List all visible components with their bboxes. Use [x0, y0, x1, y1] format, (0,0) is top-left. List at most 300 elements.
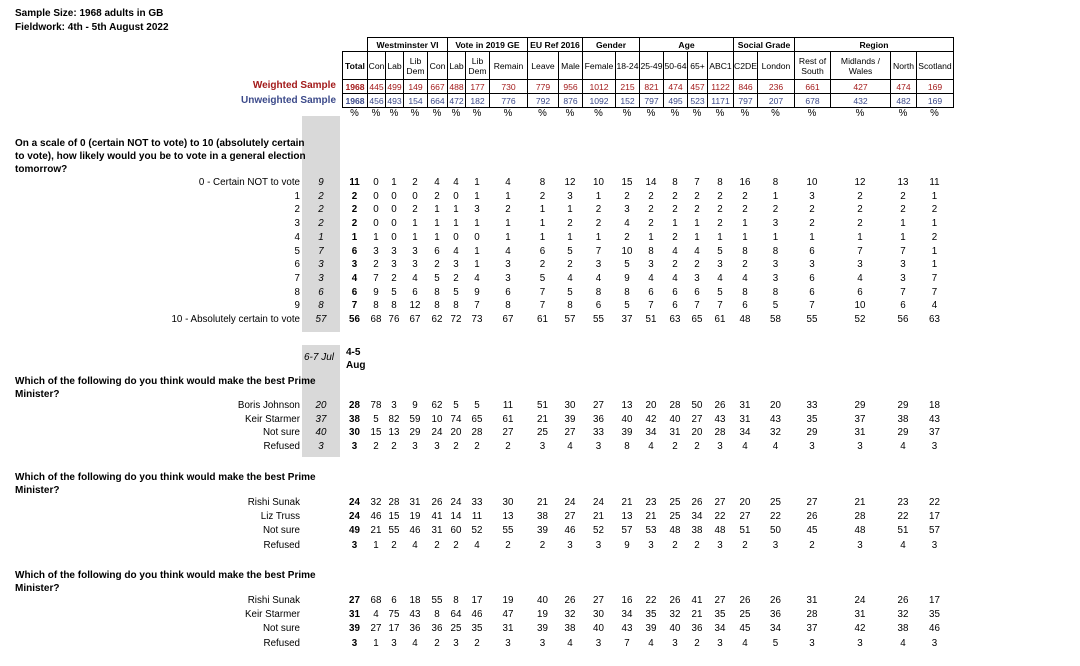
- cell-value: 10: [431, 413, 443, 425]
- cell-value: 2: [453, 440, 459, 452]
- percent-sign: %: [715, 108, 725, 119]
- cell-value: 3: [539, 637, 546, 649]
- cell-value: 10: [593, 177, 604, 188]
- cell-value: 4: [931, 300, 938, 312]
- cell-value: 3: [772, 259, 779, 271]
- cell-value: 10: [806, 177, 818, 188]
- cell-value: 2: [453, 272, 459, 284]
- percent-sign: %: [503, 108, 513, 119]
- cell-value: 27: [564, 427, 576, 439]
- cell-value: 67: [409, 314, 421, 325]
- cell-value: 25: [739, 609, 751, 621]
- cell-value: 34: [621, 609, 633, 621]
- cell-value: 33: [593, 427, 604, 439]
- table-row: [0, 313, 1080, 327]
- cell-value: 1: [505, 218, 511, 230]
- column-header: London: [758, 52, 795, 80]
- cell-value: 3: [453, 259, 459, 271]
- cell-value: 28: [669, 400, 681, 411]
- cell-value: 43: [929, 413, 940, 425]
- cell-value: 2: [539, 190, 546, 202]
- cell-value: 61: [502, 413, 514, 425]
- unweighted-value: 797: [640, 94, 664, 108]
- cell-value: 2: [351, 204, 358, 216]
- cell-value: 1: [857, 231, 863, 243]
- cell-value: 73: [471, 314, 483, 325]
- cell-value: 3: [717, 259, 723, 271]
- cell-value: 26: [770, 595, 781, 606]
- cell-value: 22: [897, 511, 909, 523]
- cell-value: 3: [717, 637, 723, 649]
- cell-value: 2: [857, 204, 863, 216]
- percent-sign: %: [807, 108, 817, 119]
- percent-sign: %: [594, 108, 603, 119]
- cell-value: 3: [694, 272, 700, 284]
- cell-value: 3: [595, 259, 602, 271]
- cell-value: 7: [931, 272, 938, 284]
- cell-value: 51: [537, 400, 548, 411]
- row-label: 0 - Certain NOT to vote: [198, 177, 300, 188]
- cell-value: 7: [857, 245, 863, 257]
- cell-value: 35: [714, 609, 726, 621]
- percent-sign: %: [371, 108, 381, 119]
- cell-value: 2: [672, 539, 678, 551]
- cell-value: 28: [388, 497, 400, 508]
- table-row: [0, 524, 1080, 538]
- cell-value: 10: [621, 245, 633, 257]
- cell-value: 0: [373, 218, 379, 230]
- cell-value: 35: [645, 609, 657, 621]
- cell-value: 17: [388, 623, 400, 635]
- table-row: [0, 594, 1080, 608]
- table-row: [0, 637, 1080, 651]
- cell-value: 36: [770, 609, 781, 621]
- percent-sign: %: [410, 108, 420, 119]
- cell-value: 2: [373, 259, 379, 271]
- cell-value: 15: [370, 427, 382, 439]
- cell-value: 8: [567, 300, 573, 312]
- weighted-value: 236: [758, 80, 795, 94]
- cell-value: 25: [669, 497, 681, 508]
- table-row: [0, 176, 1080, 190]
- cell-value: 1: [900, 231, 906, 243]
- unweighted-value: 456: [369, 95, 384, 106]
- table-row: [0, 258, 1080, 272]
- cell-value: 1: [772, 231, 779, 243]
- cell-value: 22: [645, 595, 657, 606]
- cell-value: 25: [770, 497, 781, 508]
- column-header: Female: [583, 52, 616, 80]
- cell-value: 4: [567, 440, 573, 452]
- cell-value: 34: [691, 511, 703, 523]
- cell-value: 2: [434, 637, 440, 649]
- cell-value: 7: [717, 300, 723, 312]
- cell-value: 1: [931, 259, 938, 271]
- cell-value: 4: [648, 272, 654, 284]
- cell-value: 32: [669, 609, 681, 621]
- cell-value: 25: [669, 511, 681, 523]
- cell-value: 1: [539, 218, 546, 230]
- cell-value: 3: [672, 637, 678, 649]
- percent-sign: %: [646, 108, 656, 119]
- cell-value: 5: [624, 259, 630, 271]
- cell-value: 32: [897, 609, 909, 621]
- cell-value: 1: [931, 190, 938, 202]
- cell-value: 8: [391, 300, 397, 312]
- group-row: [343, 38, 954, 52]
- cell-value: 26: [691, 497, 703, 508]
- cell-value: 8: [539, 177, 546, 188]
- cell-value: 7: [809, 300, 815, 312]
- cell-value: 7: [474, 300, 480, 312]
- cell-value: 1: [648, 231, 654, 243]
- cell-value: 6: [694, 286, 700, 298]
- cell-value: 3: [648, 539, 654, 551]
- cell-value: 2: [672, 190, 678, 202]
- cell-value: 27: [691, 413, 703, 425]
- cell-value: 21: [537, 413, 548, 425]
- percent-sign: %: [538, 108, 547, 119]
- cell-value: 1: [809, 231, 815, 243]
- unweighted-value: 664: [428, 94, 448, 108]
- cell-value: 2: [900, 190, 906, 202]
- cell-value: 21: [621, 497, 633, 508]
- table-row: [0, 217, 1080, 231]
- cell-value: 0: [412, 190, 418, 202]
- cell-value: 5: [474, 400, 480, 411]
- cell-value: 3: [412, 245, 418, 257]
- cell-value: 51: [739, 525, 751, 537]
- cell-value: 7: [373, 272, 379, 284]
- cell-value: 2: [434, 539, 440, 551]
- cell-value: 14: [645, 177, 657, 188]
- cell-value: 3: [474, 204, 480, 216]
- previous-value: 37: [315, 413, 327, 425]
- cell-value: 5: [434, 272, 440, 284]
- unweighted-value: 169: [917, 94, 954, 108]
- cell-value: 68: [370, 314, 382, 325]
- column-header: Male: [559, 52, 583, 80]
- cell-value: 30: [349, 427, 360, 439]
- unweighted-value: 493: [387, 95, 402, 106]
- cell-value: 22: [714, 511, 726, 523]
- cell-value: 2: [595, 204, 602, 216]
- cell-value: 37: [806, 623, 818, 635]
- cell-value: 55: [431, 595, 443, 606]
- cell-value: 3: [505, 272, 511, 284]
- group-westminster: Westminster VI: [368, 38, 448, 52]
- cell-value: 39: [564, 413, 576, 425]
- cell-value: 8: [624, 286, 630, 298]
- cell-value: 2: [742, 539, 748, 551]
- cell-value: 2: [694, 259, 700, 271]
- cell-value: 62: [431, 400, 443, 411]
- column-header: Lab: [386, 52, 404, 80]
- cell-value: 6: [900, 300, 906, 312]
- cell-value: 2: [742, 204, 748, 216]
- weighted-value: 956: [559, 80, 583, 94]
- cell-value: 5: [453, 286, 459, 298]
- column-header: Con: [428, 52, 448, 80]
- cell-value: 7: [595, 245, 602, 257]
- cell-value: 63: [929, 314, 940, 325]
- row-label: Refused: [263, 637, 300, 649]
- percent-sign: %: [898, 108, 908, 119]
- percent-sign: %: [432, 108, 442, 119]
- cell-value: 8: [434, 300, 440, 312]
- column-header: Midlands / Wales: [831, 52, 891, 80]
- table-row: [0, 190, 1080, 204]
- cell-value: 29: [854, 400, 866, 411]
- cell-value: 3: [351, 259, 358, 271]
- cell-value: 13: [388, 427, 400, 439]
- cell-value: 1: [373, 539, 379, 551]
- cell-value: 57: [621, 525, 633, 537]
- cell-value: 12: [854, 177, 866, 188]
- cell-value: 65: [471, 413, 483, 425]
- cell-value: 36: [409, 623, 421, 635]
- cell-value: 17: [929, 595, 940, 606]
- cell-value: 3: [351, 440, 358, 452]
- previous-value: 3: [318, 259, 324, 271]
- cell-value: 24: [349, 497, 360, 508]
- unweighted-value: 482: [891, 94, 917, 108]
- cell-value: 40: [537, 595, 548, 606]
- cell-value: 20: [739, 497, 751, 508]
- cell-value: 28: [806, 609, 818, 621]
- cell-value: 35: [471, 623, 483, 635]
- cell-value: 1: [434, 204, 440, 216]
- cell-value: 1: [474, 190, 480, 202]
- unweighted-value: 876: [559, 94, 583, 108]
- cell-value: 6: [672, 286, 678, 298]
- weighted-value: 427: [831, 80, 891, 94]
- cell-value: 2: [648, 190, 654, 202]
- cell-value: 36: [593, 413, 604, 425]
- row-label: 9: [294, 300, 300, 312]
- cell-value: 3: [505, 259, 511, 271]
- cell-value: 15: [388, 511, 400, 523]
- cell-value: 26: [897, 595, 909, 606]
- column-header: Con: [368, 52, 386, 80]
- unweighted-label: Unweighted Sample: [240, 95, 336, 106]
- q2-title: Which of the following do you think would make the best Prime Minister?: [15, 376, 316, 400]
- cell-value: 12: [564, 177, 576, 188]
- cell-value: 21: [370, 525, 382, 537]
- table-row: [0, 413, 1080, 427]
- cell-value: 1: [351, 231, 358, 243]
- cell-value: 4: [351, 272, 358, 284]
- cell-value: 20: [770, 400, 781, 411]
- weighted-value: 474: [891, 80, 917, 94]
- cell-value: 27: [714, 595, 726, 606]
- cell-value: 3: [391, 400, 397, 411]
- cell-value: 39: [645, 623, 657, 635]
- cell-value: 3: [900, 259, 906, 271]
- cell-value: 8: [373, 300, 379, 312]
- cell-value: 3: [857, 637, 863, 649]
- cell-value: 21: [854, 497, 866, 508]
- cell-value: 45: [739, 623, 751, 635]
- cell-value: 6: [595, 300, 602, 312]
- unweighted-value: 797: [734, 94, 758, 108]
- cell-value: 11: [502, 400, 514, 411]
- cell-value: 31: [502, 623, 514, 635]
- cell-value: 3: [412, 440, 418, 452]
- cell-value: 34: [645, 427, 657, 439]
- cell-value: 29: [409, 427, 421, 439]
- cell-value: 29: [897, 427, 909, 439]
- row-label: Refused: [263, 539, 300, 551]
- cell-value: 1: [373, 637, 379, 649]
- cell-value: 3: [595, 637, 602, 649]
- cell-value: 4: [742, 272, 748, 284]
- cell-value: 39: [349, 623, 360, 635]
- cell-value: 36: [691, 623, 703, 635]
- cell-value: 2: [857, 218, 863, 230]
- cell-value: 21: [593, 511, 604, 523]
- cell-value: 57: [564, 314, 576, 325]
- row-label: 3: [294, 218, 300, 230]
- unweighted-value: 472: [449, 95, 464, 106]
- cell-value: 1: [595, 190, 602, 202]
- cell-value: 26: [806, 511, 818, 523]
- cell-value: 2: [900, 204, 906, 216]
- cell-value: 7: [931, 286, 938, 298]
- cell-value: 1: [453, 204, 459, 216]
- cell-value: 2: [648, 204, 654, 216]
- row-label: Keir Starmer: [245, 413, 300, 425]
- cell-value: 3: [857, 259, 863, 271]
- cell-value: 27: [349, 595, 360, 606]
- weighted-value: 474: [664, 80, 688, 94]
- cell-value: 1: [453, 218, 459, 230]
- table-row: [0, 299, 1080, 313]
- cell-value: 23: [897, 497, 909, 508]
- cell-value: 0: [391, 218, 397, 230]
- cell-value: 2: [351, 190, 358, 202]
- previous-value: 1: [318, 231, 324, 243]
- weighted-value: 1122: [708, 80, 734, 94]
- cell-value: 4: [474, 539, 480, 551]
- cell-value: 33: [471, 497, 483, 508]
- cell-value: 3: [931, 637, 938, 649]
- cell-value: 0: [391, 204, 397, 216]
- cell-value: 1: [694, 231, 700, 243]
- table-row: [0, 539, 1080, 553]
- group-ge2019: Vote in 2019 GE: [448, 38, 528, 52]
- unweighted-value: 182: [466, 94, 490, 108]
- weighted-value: 169: [917, 80, 954, 94]
- crosstab-header: [342, 37, 954, 108]
- cell-value: 3: [717, 440, 723, 452]
- cell-value: 7: [900, 245, 906, 257]
- cell-value: 7: [648, 300, 654, 312]
- unweighted-value: 207: [758, 94, 795, 108]
- cell-value: 0: [373, 177, 379, 188]
- cell-value: 3: [900, 272, 906, 284]
- cell-value: 3: [391, 259, 397, 271]
- cell-value: 20: [691, 427, 703, 439]
- cell-value: 2: [539, 539, 546, 551]
- cell-value: 32: [564, 609, 576, 621]
- cell-value: 1: [772, 190, 779, 202]
- cell-value: 4: [742, 637, 748, 649]
- cell-value: 29: [897, 400, 909, 411]
- cell-value: 1: [474, 259, 480, 271]
- cell-value: 6: [809, 286, 815, 298]
- cell-value: 10: [854, 300, 866, 312]
- cell-value: 37: [854, 413, 866, 425]
- cell-value: 28: [854, 511, 866, 523]
- previous-value: 6: [318, 286, 324, 298]
- cell-value: 48: [739, 314, 751, 325]
- column-header: Remain: [490, 52, 528, 80]
- cell-value: 1: [595, 231, 602, 243]
- cell-value: 1: [567, 204, 573, 216]
- column-header: 25-49: [640, 52, 664, 80]
- cell-value: 25: [537, 427, 548, 439]
- weighted-value: 177: [466, 80, 490, 94]
- cell-value: 3: [351, 637, 358, 649]
- cell-value: 2: [351, 218, 358, 230]
- cell-value: 59: [409, 413, 421, 425]
- cell-value: 2: [434, 259, 440, 271]
- cell-value: 4: [412, 539, 418, 551]
- column-header: 65+: [688, 52, 708, 80]
- cell-value: 2: [694, 204, 700, 216]
- cell-value: 3: [412, 259, 418, 271]
- cell-value: 2: [742, 190, 748, 202]
- weighted-value: 661: [795, 80, 831, 94]
- weighted-label: Weighted Sample: [252, 80, 336, 91]
- group-region: Region: [795, 38, 954, 52]
- previous-value: 2: [318, 204, 324, 216]
- cell-value: 48: [669, 525, 681, 537]
- cell-value: 2: [717, 204, 723, 216]
- cell-value: 27: [502, 427, 514, 439]
- cell-value: 43: [770, 413, 781, 425]
- cell-value: 5: [717, 286, 723, 298]
- cell-value: 4: [434, 177, 440, 188]
- cell-value: 4: [900, 637, 906, 649]
- cell-value: 1: [412, 231, 418, 243]
- weighted-value: 445: [369, 81, 384, 92]
- table-row: [0, 510, 1080, 524]
- cell-value: 74: [450, 413, 462, 425]
- unweighted-value: 152: [616, 94, 640, 108]
- cell-value: 32: [370, 497, 382, 508]
- cell-value: 0: [391, 231, 397, 243]
- cell-value: 6: [505, 286, 511, 298]
- cell-value: 1: [931, 245, 938, 257]
- cell-value: 3: [772, 539, 779, 551]
- cell-value: 6: [742, 300, 748, 312]
- cell-value: 25: [450, 623, 462, 635]
- cell-value: 6: [809, 272, 815, 284]
- cell-value: 45: [806, 525, 818, 537]
- cell-value: 78: [370, 400, 382, 411]
- row-label: 8: [294, 286, 300, 298]
- cell-value: 2: [373, 440, 379, 452]
- cell-value: 57: [929, 525, 940, 537]
- cell-value: 31: [854, 609, 866, 621]
- percent-sign: %: [740, 108, 750, 119]
- unweighted-value: 1092: [583, 94, 616, 108]
- cell-value: 0: [453, 231, 459, 243]
- column-header: Lib Dem: [466, 52, 490, 80]
- cell-value: 47: [502, 609, 514, 621]
